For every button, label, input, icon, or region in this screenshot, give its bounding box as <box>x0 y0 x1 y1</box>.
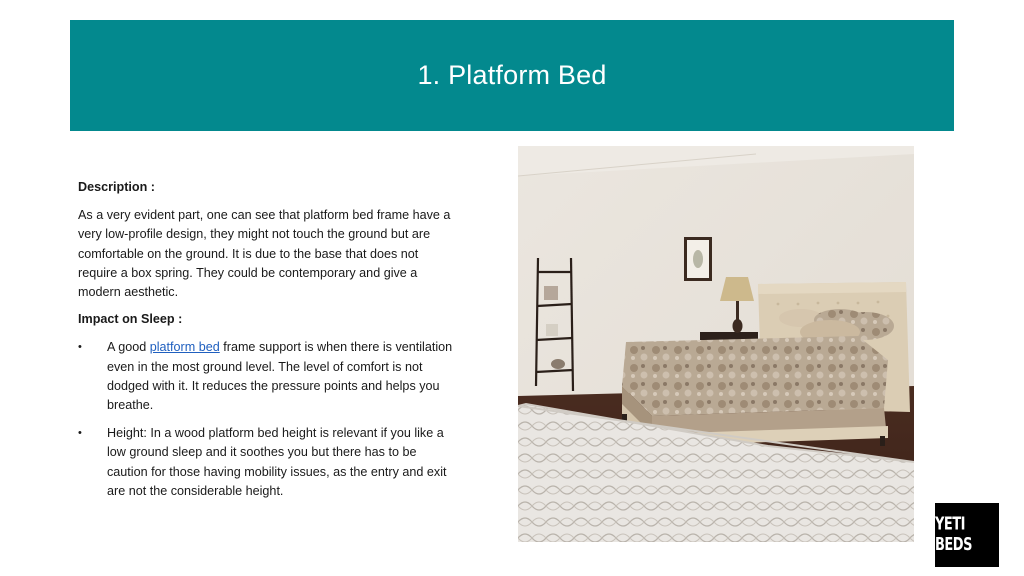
text-content <box>78 178 458 510</box>
bullet-suffix: frame support is when there is ventilation even in the most ground level. The level of comfort is not dodged with it. It reduces the pressure points and helps you breathe. <box>107 340 453 413</box>
bullet-icon: • <box>78 341 82 354</box>
description-heading: Description : <box>78 180 155 194</box>
bullet-item <box>78 424 458 501</box>
yeti-beds-logo <box>935 503 999 567</box>
impact-bullet-list <box>78 338 458 501</box>
bullet-prefix: A good <box>107 340 150 355</box>
bullet-icon: • <box>78 427 82 440</box>
bullet-item <box>78 338 458 415</box>
bedroom-photo <box>518 146 914 542</box>
logo-text: YETI BEDS <box>935 514 972 556</box>
slide-title: 1. Platform Bed <box>417 60 607 90</box>
platform-bed-link[interactable]: platform bed <box>149 340 220 355</box>
description-text: As a very evident part, one can see that platform bed frame have a very low-profile design, they might not touch the ground but are comfortable on the ground. It is due to the base that does not require a box spring. They could be contemporary and give a modern aesthetic. <box>78 208 451 300</box>
title-banner <box>70 20 954 131</box>
bullet-text: Height: In a wood platform bed height is relevant if you like a low ground sleep and it soothes you but there has to be caution for those having mobility issues, as the entry and exit are not the considerable height. <box>107 426 447 498</box>
impact-heading: Impact on Sleep : <box>78 312 183 327</box>
